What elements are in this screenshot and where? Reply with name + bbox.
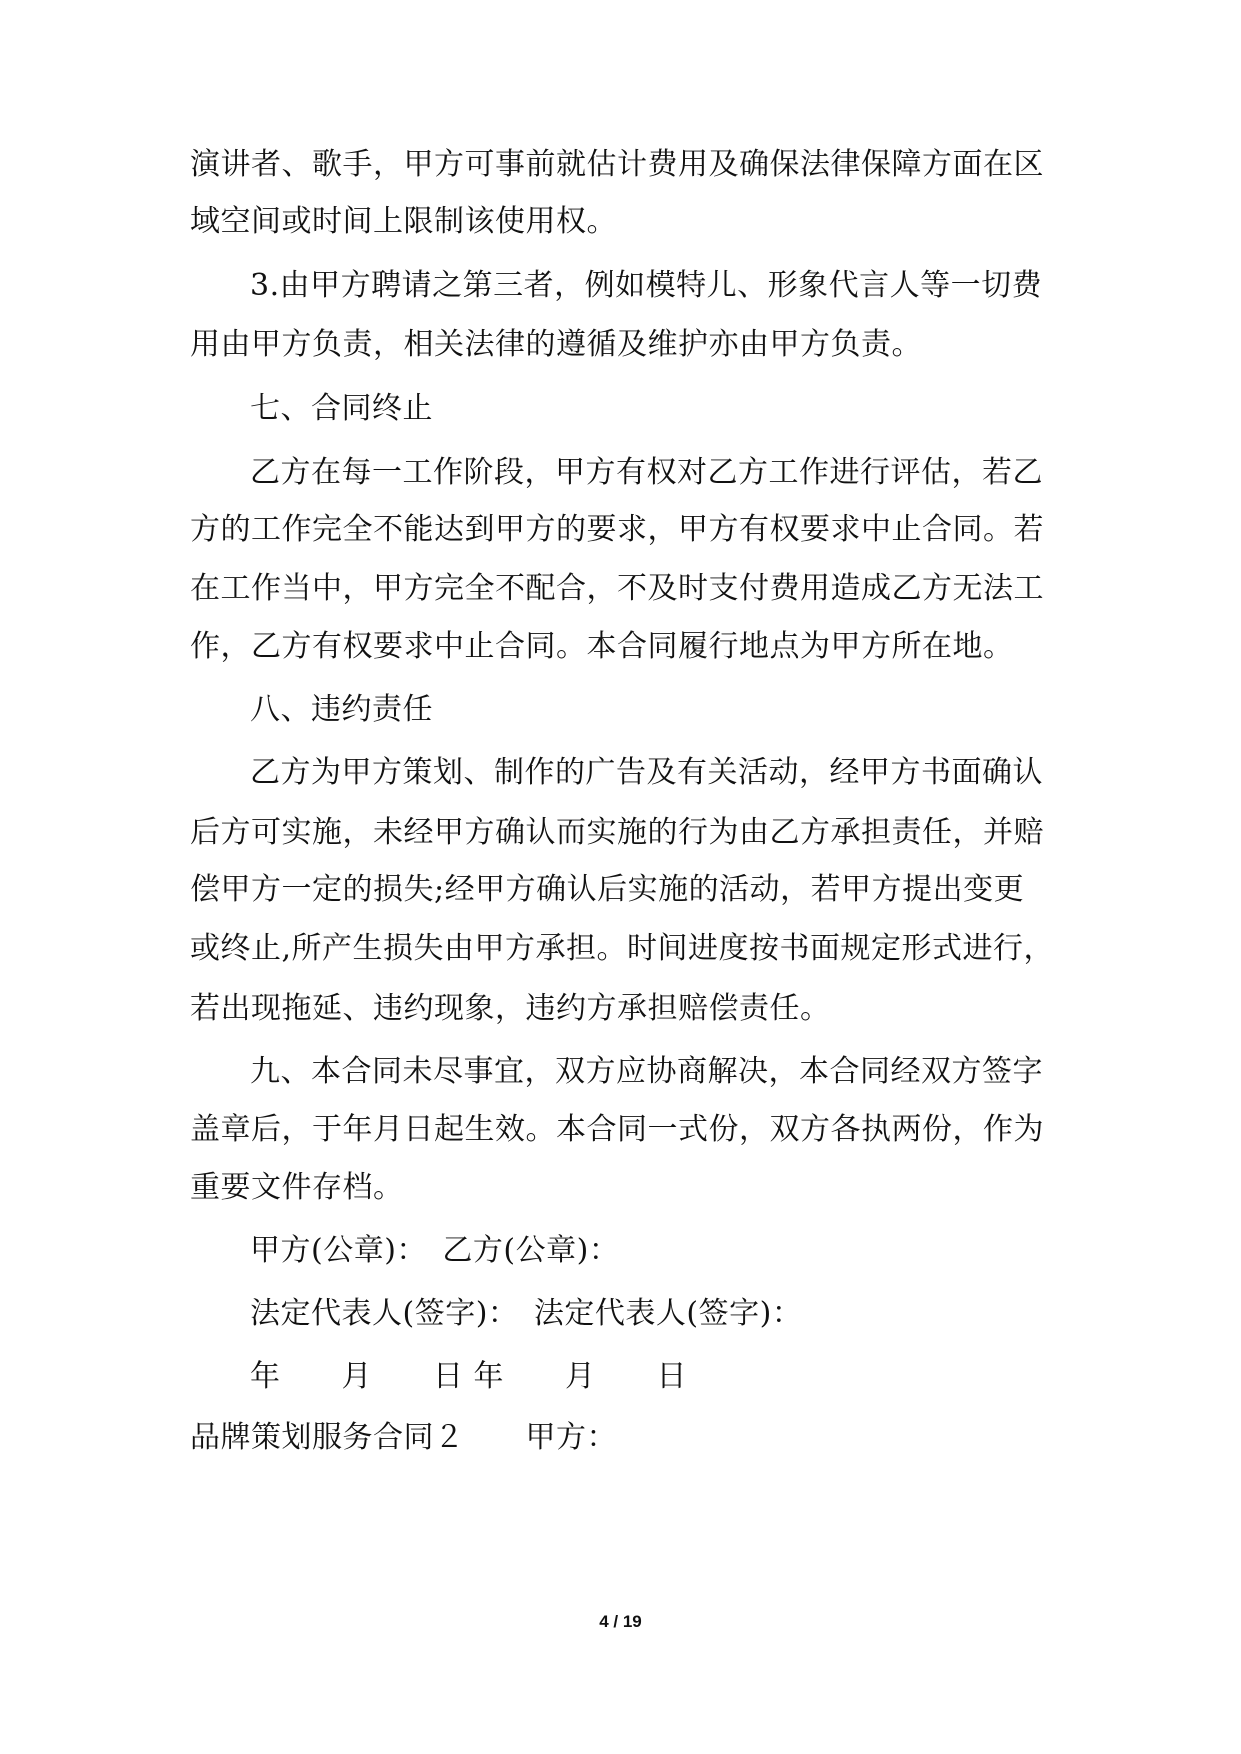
section-heading: 八、违约责任 [250, 692, 433, 727]
paragraph-line: 重要文件存档。 [190, 1170, 404, 1205]
page-number: 4 / 19 [599, 1612, 642, 1631]
paragraph-line: 若出现拖延、违约现象，违约方承担赔偿责任。 [190, 991, 831, 1026]
paragraph-line: 演讲者、歌手，甲方可事前就估计费用及确保法律保障方面在区 [190, 147, 1044, 182]
paragraph-line: 在工作当中，甲方完全不配合，不及时支付费用造成乙方无法工 [190, 571, 1044, 606]
signature-line-date: 年 月 日 年 月 日 [250, 1359, 688, 1394]
paragraph-line: 方的工作完全不能达到甲方的要求，甲方有权要求中止合同。若 [190, 512, 1044, 547]
paragraph-line: 盖章后，于年月日起生效。本合同一式份，双方各执两份，作为 [190, 1112, 1044, 1147]
paragraph-line: 乙方为甲方策划、制作的广告及有关活动，经甲方书面确认 [250, 755, 1043, 790]
signature-line-representative: 法定代表人(签字)： 法定代表人(签字)： [250, 1296, 803, 1331]
paragraph-line: 或终止,所产生损失由甲方承担。时间进度按书面规定形式进行， [190, 931, 1055, 966]
paragraph-line: 用由甲方负责，相关法律的遵循及维护亦由甲方负责。 [190, 327, 922, 362]
paragraph-line: 后方可实施，未经甲方确认而实施的行为由乙方承担责任，并赔 [190, 815, 1044, 850]
paragraph-line: 九、本合同未尽事宜，双方应协商解决，本合同经双方签字 [250, 1054, 1043, 1089]
next-contract-heading: 品牌策划服务合同２ 甲方： [190, 1420, 617, 1455]
paragraph-line: 偿甲方一定的损失;经甲方确认后实施的活动，若甲方提出变更 [190, 872, 1025, 907]
paragraph-line: 乙方在每一工作阶段，甲方有权对乙方工作进行评估，若乙 [250, 455, 1043, 490]
section-heading: 七、合同终止 [250, 391, 433, 426]
paragraph-line: 作，乙方有权要求中止合同。本合同履行地点为甲方所在地。 [190, 629, 1014, 664]
paragraph-line: 域空间或时间上限制该使用权。 [190, 204, 617, 239]
signature-line-seal: 甲方(公章)： 乙方(公章)： [250, 1233, 620, 1268]
paragraph-line: 3.由甲方聘请之第三者，例如模特儿、形象代言人等一切费 [250, 268, 1043, 303]
